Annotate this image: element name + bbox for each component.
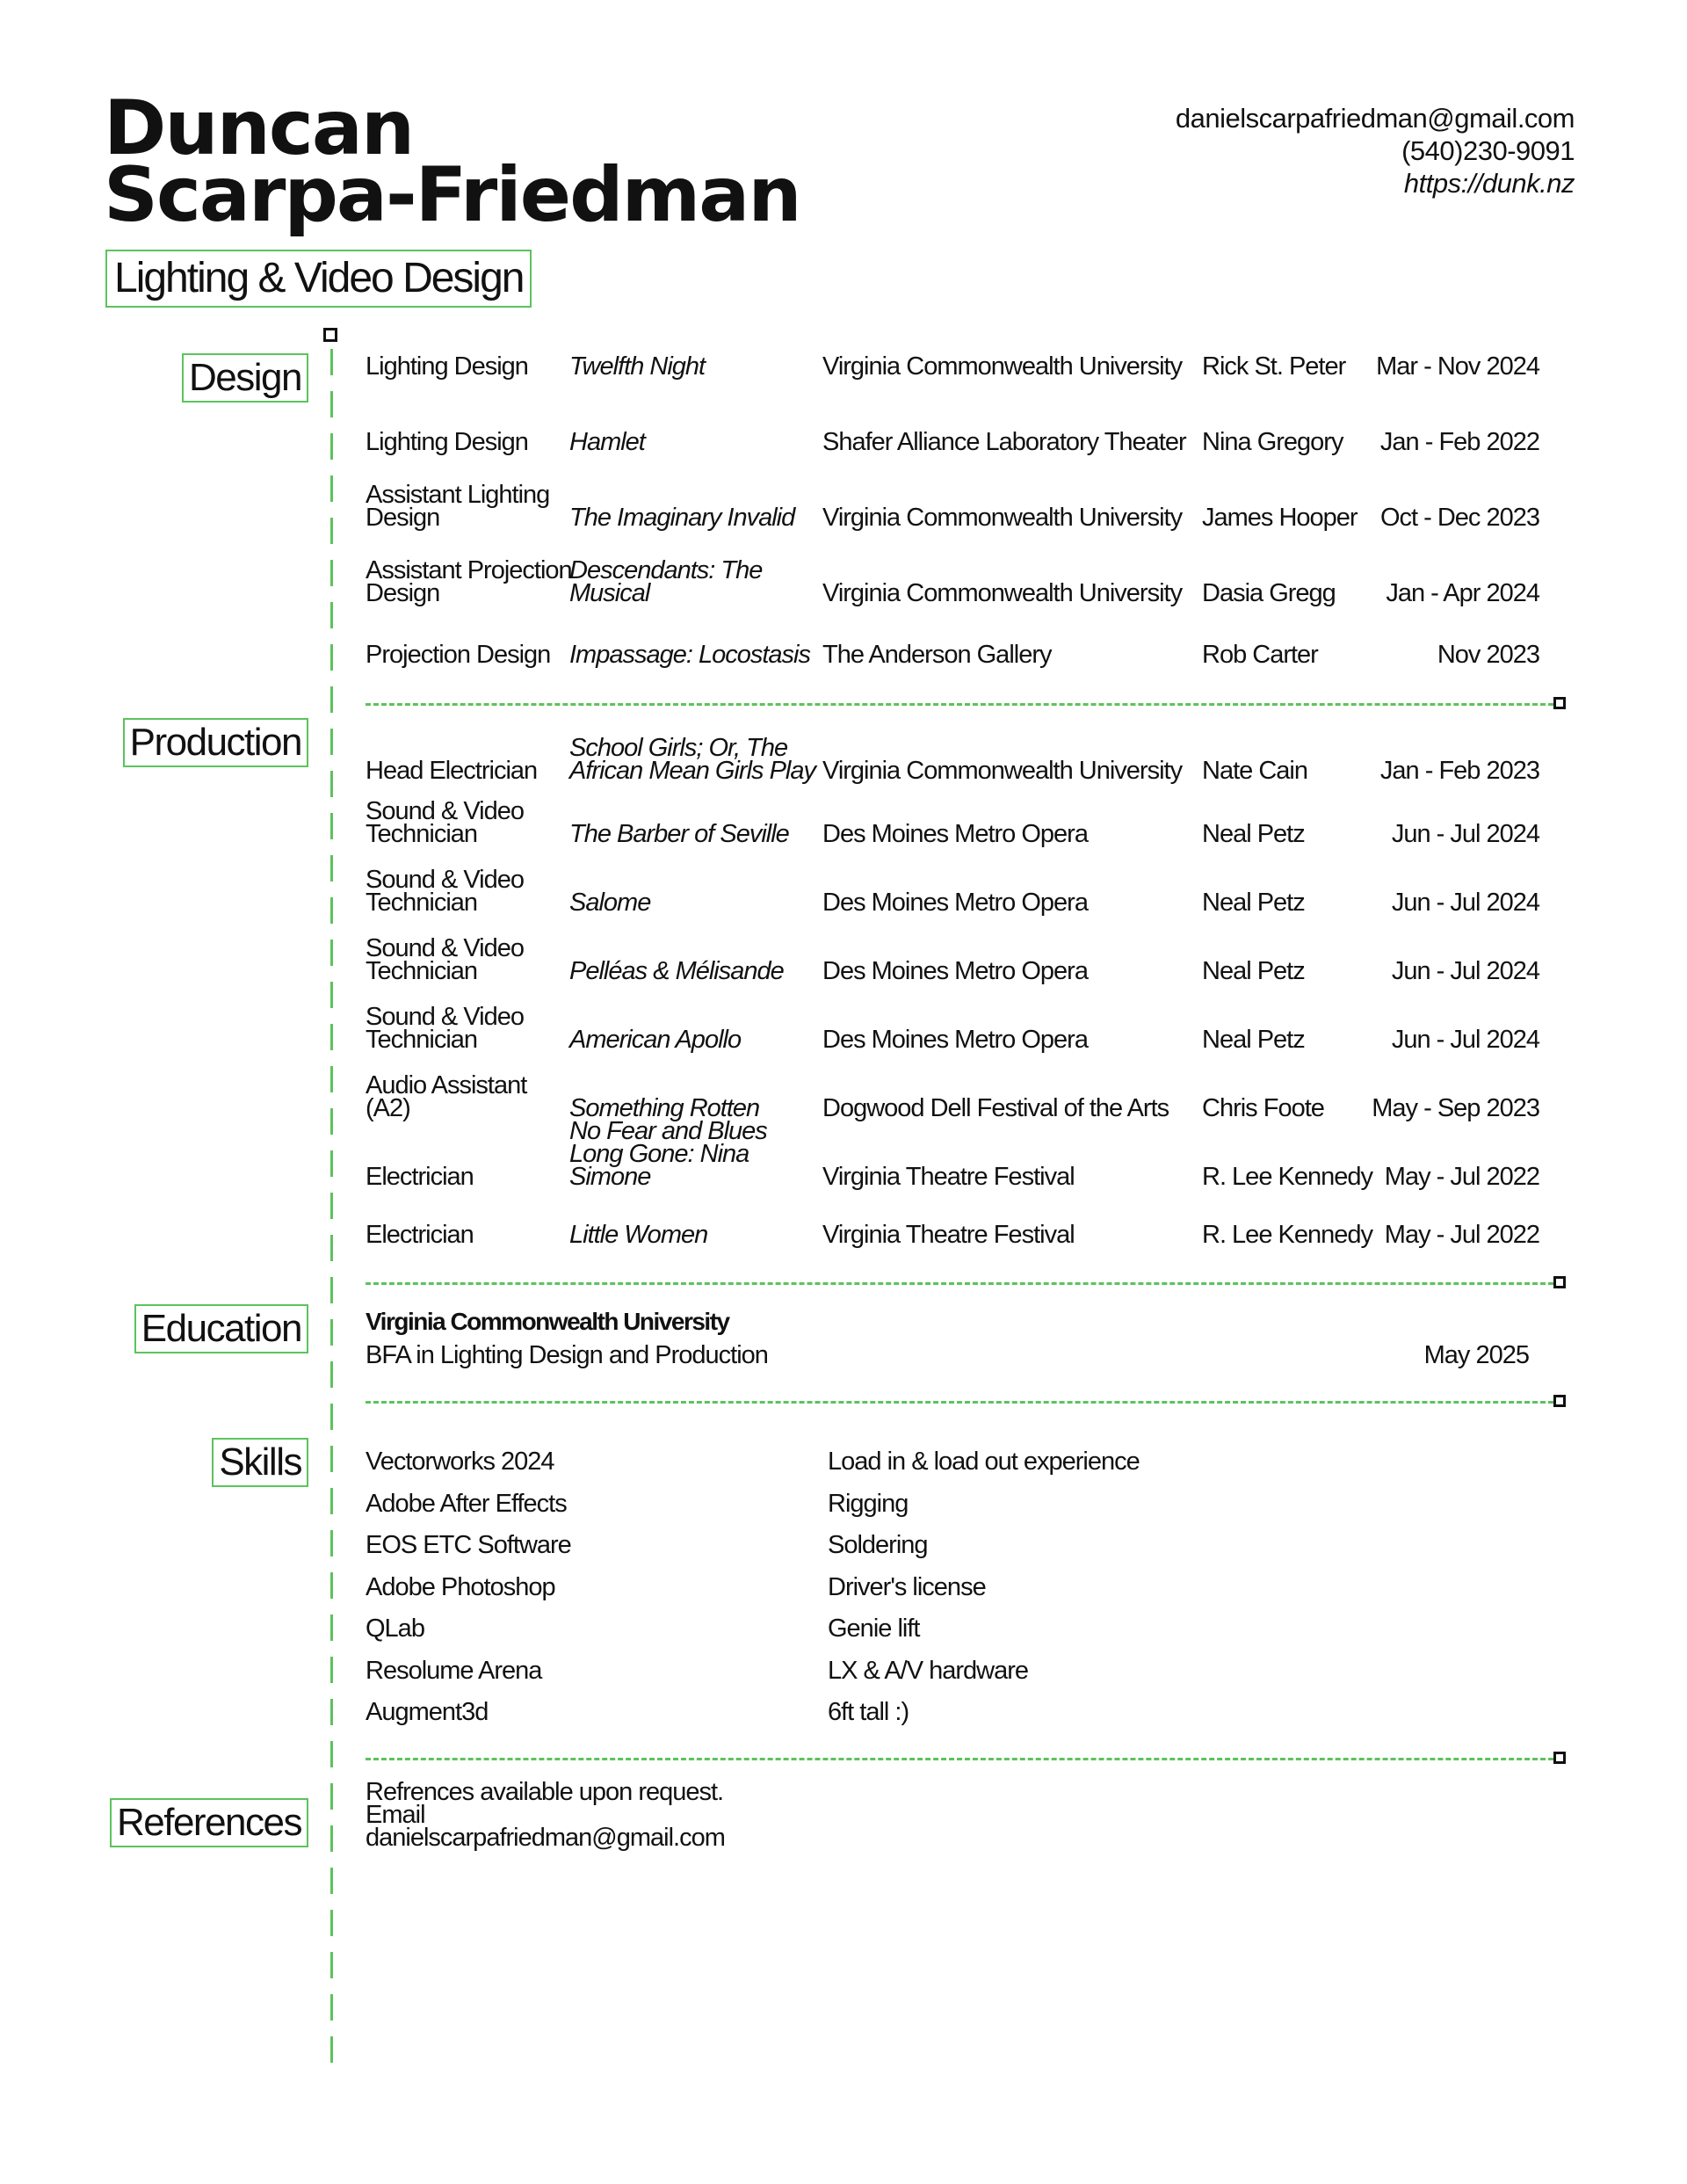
credit-director: Neal Petz <box>1202 957 1305 985</box>
timeline-dash <box>330 1277 333 1303</box>
credit-show: The Barber of Seville <box>569 820 789 848</box>
website-link[interactable]: https://dunk.nz <box>1403 168 1575 199</box>
divider-end-marker <box>1553 1395 1566 1407</box>
credit-show: Pelléas & Mélisande <box>569 957 784 985</box>
credit-role: Lighting Design <box>366 428 528 456</box>
timeline-dash <box>330 729 333 755</box>
timeline-dash <box>330 1319 333 1346</box>
credit-director: Nina Gregory <box>1202 428 1343 456</box>
credit-dates: May - Jul 2022 <box>1384 1163 1539 1191</box>
credit-director: R. Lee Kennedy <box>1202 1221 1372 1249</box>
timeline-dash <box>330 560 333 586</box>
contact-block <box>1176 102 1575 200</box>
timeline-dash <box>330 2036 333 2063</box>
timeline-dash <box>330 1361 333 1388</box>
section-label-design: Design <box>182 353 308 403</box>
timeline-start-marker <box>323 328 337 342</box>
skill-item: Driver's license <box>828 1572 986 1601</box>
timeline-dash <box>330 771 333 797</box>
credit-dates: Jan - Feb 2022 <box>1379 428 1539 456</box>
skill-item: Soldering <box>828 1531 928 1559</box>
timeline-dash <box>330 982 333 1008</box>
education-date: May 2025 <box>1423 1341 1529 1369</box>
credit-director: Nate Cain <box>1202 757 1307 785</box>
section-label-education: Education <box>134 1304 308 1353</box>
timeline-dash <box>330 1530 333 1556</box>
credit-venue: Virginia Commonwealth University <box>822 757 1183 785</box>
credit-row <box>366 555 1543 605</box>
credit-row <box>366 617 1543 669</box>
timeline-dash <box>330 1952 333 1978</box>
timeline-dash <box>330 1235 333 1261</box>
credit-director: Neal Petz <box>1202 889 1305 917</box>
credit-row <box>366 865 1543 917</box>
phone-number: (540)230-9091 <box>1401 135 1575 166</box>
email-link[interactable]: danielscarpafriedman@gmail.com <box>1175 103 1575 134</box>
credit-show: Hamlet <box>569 428 645 456</box>
timeline-dash <box>330 1193 333 1219</box>
timeline-dash <box>330 1024 333 1050</box>
skill-item: Load in & load out experience <box>828 1448 1140 1476</box>
credit-dates: Oct - Dec 2023 <box>1379 504 1539 532</box>
credit-director: Rick St. Peter <box>1202 352 1346 381</box>
timeline-dash <box>330 1868 333 1894</box>
section-label-production: Production <box>123 718 308 767</box>
timeline-dash <box>330 1150 333 1177</box>
divider-end-marker <box>1553 1752 1566 1764</box>
skill-item: Augment3d <box>366 1698 489 1726</box>
credit-venue: Des Moines Metro Opera <box>822 820 1088 848</box>
skill-item: Vectorworks 2024 <box>366 1448 554 1476</box>
credit-director: Dasia Gregg <box>1202 579 1336 607</box>
credit-row <box>366 733 1543 785</box>
credit-row <box>366 1197 1543 1249</box>
timeline-dash <box>330 1614 333 1641</box>
skill-item: Adobe After Effects <box>366 1489 567 1518</box>
name-line-2: Scarpa-Friedman <box>104 151 800 239</box>
credit-venue: Virginia Commonwealth University <box>822 579 1183 607</box>
credit-venue: Des Moines Metro Opera <box>822 1026 1088 1054</box>
skill-item: Resolume Arena <box>366 1656 542 1685</box>
references-text: Refrences available upon request. Email danielscarpafriedman@gmail.com <box>366 1778 725 1852</box>
section-divider <box>366 1401 1553 1404</box>
timeline-dash <box>330 897 333 924</box>
credit-dates: May - Jul 2022 <box>1384 1221 1539 1249</box>
credit-dates: Jan - Feb 2023 <box>1379 757 1539 785</box>
timeline-dash <box>330 644 333 671</box>
credit-show: Twelfth Night <box>569 352 706 381</box>
credit-row <box>366 480 1543 532</box>
skill-item: EOS ETC Software <box>366 1531 571 1559</box>
divider-end-marker <box>1553 1276 1566 1288</box>
credit-dates: Jan - Apr 2024 <box>1386 579 1539 607</box>
credit-row <box>366 404 1543 456</box>
timeline-dash <box>330 1572 333 1599</box>
section-label-skills: Skills <box>212 1438 308 1487</box>
skill-item: QLab <box>366 1614 424 1643</box>
credit-role: Assistant Lighting Design <box>366 481 550 532</box>
credit-show: Little Women <box>569 1221 708 1249</box>
credit-director: Rob Carter <box>1202 641 1318 669</box>
credit-venue: Shafer Alliance Laboratory Theater <box>822 428 1186 456</box>
education-school: Virginia Commonwealth University <box>366 1308 729 1335</box>
timeline-dash <box>330 1994 333 2021</box>
timeline-dash <box>330 1066 333 1092</box>
credit-role: Lighting Design <box>366 352 528 381</box>
timeline-dash <box>330 1783 333 1810</box>
timeline-dash <box>330 475 333 502</box>
credit-show: Something Rotten <box>569 1094 760 1122</box>
credit-row <box>366 1002 1543 1054</box>
credit-director: Chris Foote <box>1202 1094 1324 1122</box>
section-divider <box>366 1758 1553 1760</box>
credit-venue: Virginia Theatre Festival <box>822 1163 1075 1191</box>
skill-item: Genie lift <box>828 1614 920 1643</box>
timeline-dash <box>330 1657 333 1683</box>
credit-dates: Jun - Jul 2024 <box>1391 820 1539 848</box>
credit-dates: Mar - Nov 2024 <box>1376 352 1539 381</box>
timeline-dash <box>330 940 333 966</box>
credit-show: No Fear and Blues Long Gone: Nina Simone <box>569 1117 767 1191</box>
section-divider <box>366 1282 1553 1285</box>
timeline-dash <box>330 1446 333 1472</box>
credit-role: Electrician <box>366 1163 474 1191</box>
timeline-dash <box>330 813 333 839</box>
credit-row <box>366 1117 1543 1191</box>
credit-row <box>366 1070 1543 1120</box>
credit-director: James Hooper <box>1202 504 1358 532</box>
credit-show: School Girls; Or, The African Mean Girls Play <box>569 734 815 785</box>
credit-venue: Des Moines Metro Opera <box>822 957 1088 985</box>
credit-show: The Imaginary Invalid <box>569 504 795 532</box>
credit-director: R. Lee Kennedy <box>1202 1163 1372 1191</box>
credit-dates: Jun - Jul 2024 <box>1391 889 1539 917</box>
credit-role: Audio Assistant (A2) <box>366 1071 527 1122</box>
credit-venue: The Anderson Gallery <box>822 641 1052 669</box>
credit-role: Assistant Projection Design <box>366 556 572 607</box>
credit-row <box>366 329 1543 381</box>
credit-director: Neal Petz <box>1202 820 1305 848</box>
timeline-dash <box>330 1699 333 1725</box>
section-divider <box>366 703 1553 706</box>
credit-show: Impassage: Locostasis <box>569 641 810 669</box>
timeline-dash <box>330 349 333 375</box>
timeline-dash <box>330 391 333 417</box>
credit-venue: Dogwood Dell Festival of the Arts <box>822 1094 1169 1122</box>
skill-item: Rigging <box>828 1489 909 1518</box>
credit-venue: Virginia Commonwealth University <box>822 352 1183 381</box>
credit-show: Salome <box>569 889 651 917</box>
timeline-dash <box>330 1825 333 1852</box>
candidate-name <box>104 84 800 239</box>
credit-role: Sound & Video Technician <box>366 934 524 985</box>
timeline-dash <box>330 1488 333 1514</box>
timeline-dash <box>330 686 333 713</box>
credit-row <box>366 796 1543 848</box>
credit-dates: Jun - Jul 2024 <box>1391 957 1539 985</box>
credit-dates: Jun - Jul 2024 <box>1391 1026 1539 1054</box>
credit-role: Projection Design <box>366 641 551 669</box>
credit-show: American Apollo <box>569 1026 742 1054</box>
credit-venue: Des Moines Metro Opera <box>822 889 1088 917</box>
credit-director: Neal Petz <box>1202 1026 1305 1054</box>
job-title-box: Lighting & Video Design <box>105 250 532 308</box>
skill-item: Adobe Photoshop <box>366 1572 555 1601</box>
skills-list-practical <box>828 1441 1140 1734</box>
credit-show: Descendants: The Musical <box>569 556 763 607</box>
timeline-dash <box>330 1404 333 1430</box>
credit-venue: Virginia Theatre Festival <box>822 1221 1075 1249</box>
timeline-dash <box>330 518 333 544</box>
divider-end-marker <box>1553 697 1566 709</box>
timeline-dash <box>330 1741 333 1767</box>
credit-venue: Virginia Commonwealth University <box>822 504 1183 532</box>
name-line-1: Duncan <box>104 84 414 172</box>
credit-dates: Nov 2023 <box>1437 641 1539 669</box>
credit-role: Sound & Video Technician <box>366 866 524 917</box>
skill-item: LX & A/V hardware <box>828 1656 1029 1685</box>
credit-role: Electrician <box>366 1221 474 1249</box>
credit-role: Sound & Video Technician <box>366 797 524 848</box>
credit-dates: May - Sep 2023 <box>1372 1094 1539 1122</box>
skills-list-software <box>366 1441 571 1734</box>
timeline-dash <box>330 855 333 882</box>
section-label-references: References <box>110 1798 308 1847</box>
timeline-dash <box>330 1910 333 1936</box>
credit-role: Sound & Video Technician <box>366 1003 524 1054</box>
credit-row <box>366 933 1543 983</box>
timeline-dash <box>330 433 333 460</box>
skill-item: 6ft tall :) <box>828 1698 909 1726</box>
education-degree: BFA in Lighting Design and Production <box>366 1341 768 1369</box>
credit-role: Head Electrician <box>366 757 538 785</box>
timeline-dash <box>330 602 333 628</box>
timeline-dash <box>330 1108 333 1135</box>
